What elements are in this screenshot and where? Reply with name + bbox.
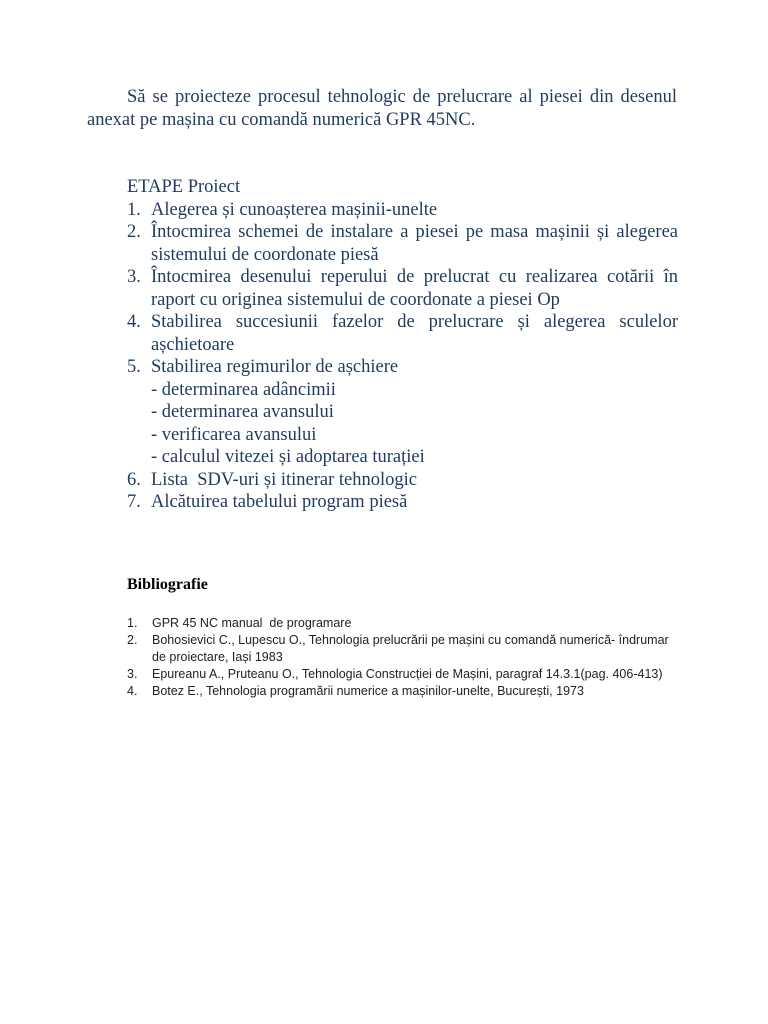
etape-item-number: 6.: [127, 469, 141, 490]
bibliografie-item-2: [127, 632, 677, 666]
etape-item-text: Stabilirea regimurilor de așchiere: [151, 357, 399, 377]
etape-item-number: 1.: [127, 199, 141, 220]
etape-item-4: [127, 311, 678, 356]
etape-item-3: [127, 266, 678, 311]
etape-item-text: Stabilirea succesiunii fazelor de prelucrare și alegerea sculelor așchietoare: [151, 312, 678, 355]
bibliografie-item-4: [127, 683, 677, 700]
etape-item-text: Întocmirea schemei de instalare a piesei pe masa mașinii și alegerea sistemului de coordonate piesă: [151, 222, 678, 265]
etape-item-5: [127, 356, 678, 469]
etape-item-text: Alcătuirea tabelului program piesă: [151, 492, 408, 512]
bibliografie-title: Bibliografie: [127, 576, 208, 593]
etape-subitem: - determinarea avansului: [151, 402, 334, 422]
etape-item-2: [127, 221, 678, 266]
etape-item-number: 2.: [127, 222, 141, 242]
etape-item-text: Alegerea și cunoașterea mașinii-unelte: [151, 199, 438, 220]
bibliografie-item-number: 3.: [127, 667, 138, 681]
etape-list: [127, 199, 678, 514]
etape-item-text: Întocmirea desenului reperului de prelucrat cu realizarea cotării în raport cu originea sistemului de coordonate a piesei Op: [151, 267, 678, 310]
bibliografie-item-text: GPR 45 NC manual de programare: [152, 616, 352, 630]
etape-subitem: - determinarea adâncimii: [151, 379, 336, 400]
etape-section: [127, 176, 678, 514]
etape-item-number: 5.: [127, 357, 141, 377]
etape-title: ETAPE Proiect: [127, 177, 241, 197]
etape-subitem: - verificarea avansului: [151, 424, 317, 445]
etape-item-6: [127, 469, 678, 492]
bibliografie-item-text: Botez E., Tehnologia programării numerice a mașinilor-unelte, București, 1973: [152, 684, 584, 698]
bibliografie-item-3: [127, 666, 677, 683]
etape-item-7: [127, 491, 678, 514]
etape-subitem: - calculul vitezei și adoptarea turației: [151, 447, 425, 467]
bibliografie-list: [127, 615, 677, 700]
bibliografie-item-text: Bohosievici C., Lupescu O., Tehnologia prelucrării pe mașini cu comandă numerică- îndrumar de proiectare, Iași 1983: [152, 633, 669, 664]
etape-item-text: Lista SDV-uri și itinerar tehnologic: [151, 469, 417, 490]
etape-item-number: 3.: [127, 267, 141, 287]
etape-item-number: 4.: [127, 312, 141, 332]
bibliografie-item-number: 1.: [127, 616, 138, 630]
etape-item-number: 7.: [127, 492, 141, 512]
intro-paragraph: Să se proiecteze procesul tehnologic de prelucrare al piesei din desenul anexat pe mașina cu comandă numerică GPR 45NC.: [87, 87, 677, 130]
bibliografie-item-text: Epureanu A., Pruteanu O., Tehnologia Construcției de Mașini, paragraf 14.3.1(pag. 406-413): [152, 667, 663, 681]
etape-item-1: [127, 199, 678, 222]
bibliografie-item-1: [127, 615, 677, 632]
bibliografie-item-number: 2.: [127, 633, 138, 647]
bibliografie-item-number: 4.: [127, 684, 138, 698]
